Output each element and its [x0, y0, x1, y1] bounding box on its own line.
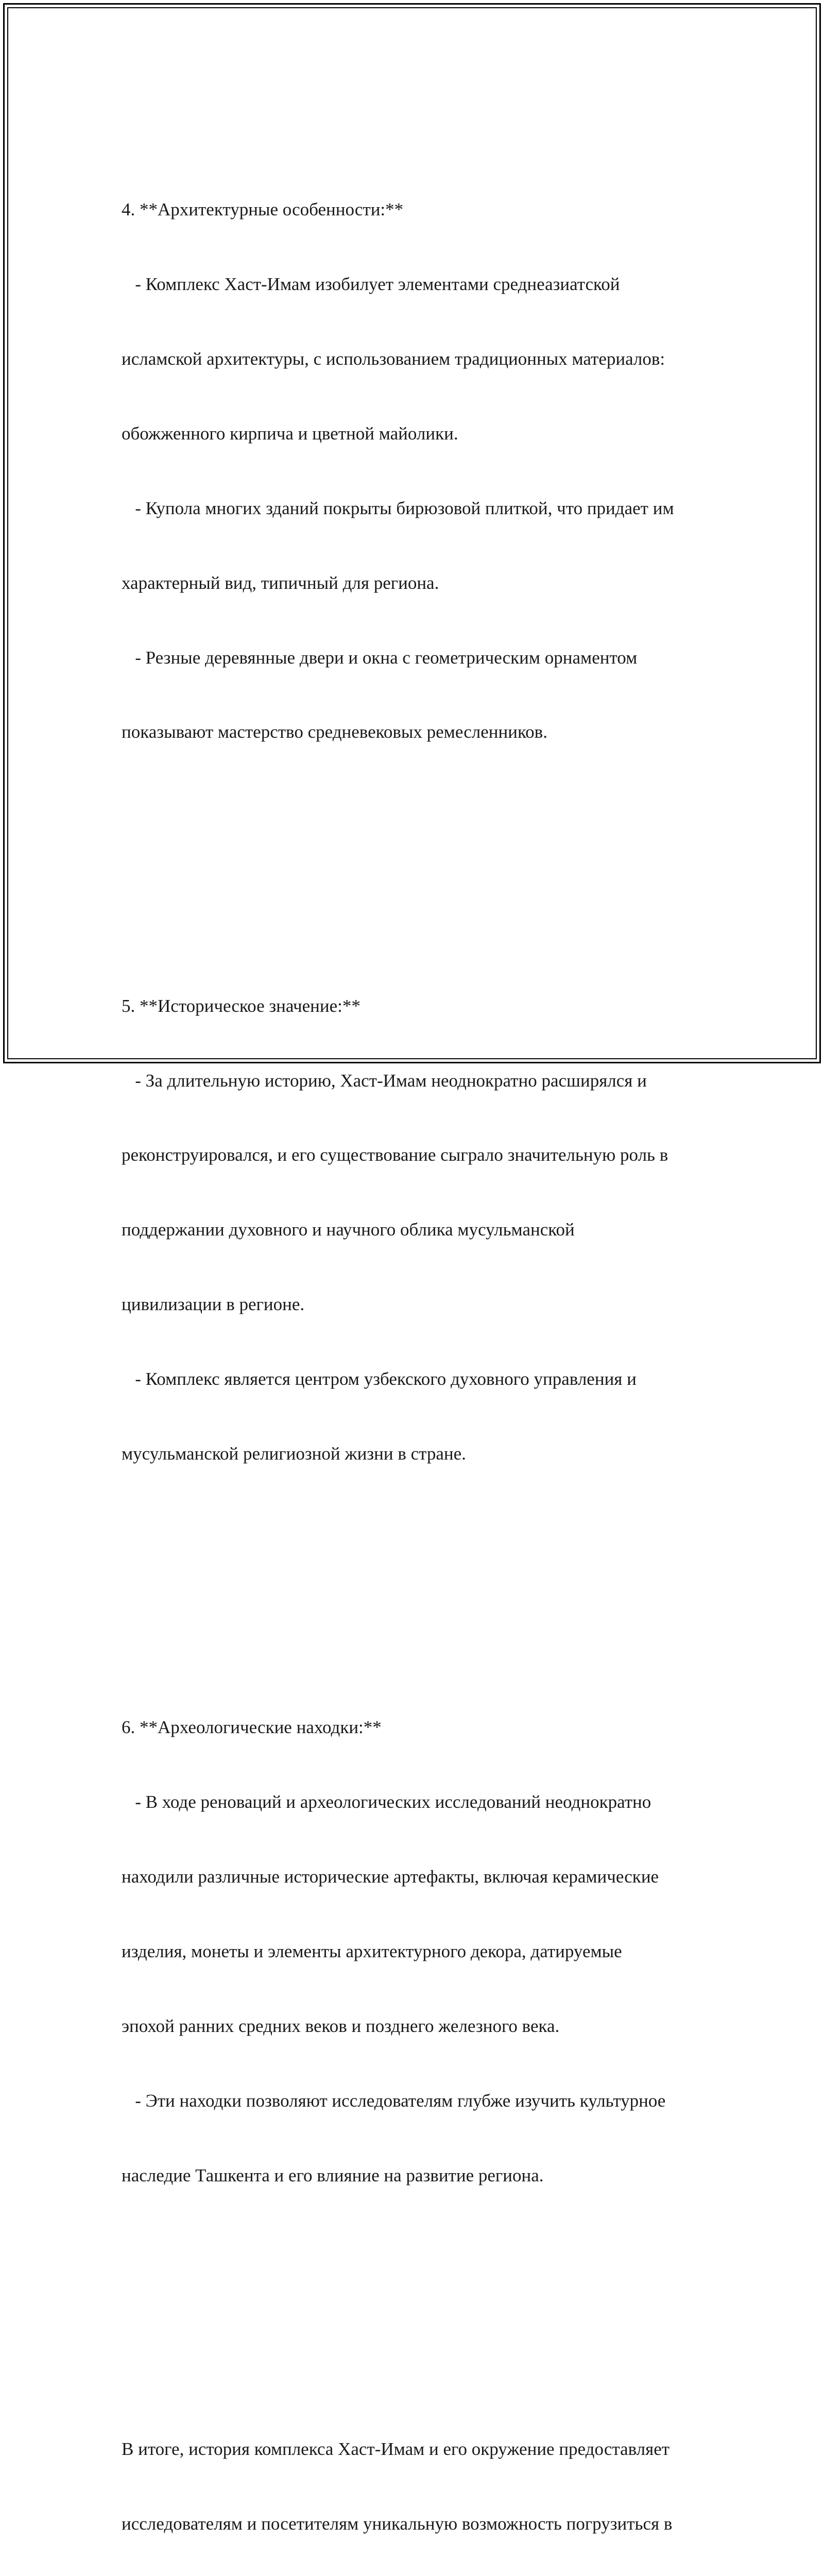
paragraph-line: - Эти находки позволяют исследователям глубже изучить культурное — [122, 2090, 666, 2111]
paragraph-line: В итоге, история комплекса Хаст-Имам и его окружение предоставляет — [122, 2438, 670, 2459]
paragraph-line: цивилизации в регионе. — [122, 1294, 305, 1315]
paragraph-line: наследие Ташкента и его влияние на развитие региона. — [122, 2165, 544, 2185]
section-historical-significance — [122, 944, 740, 1516]
paragraph-line: исследователям и посетителям уникальную возможность погрузиться в — [122, 2513, 673, 2534]
paragraph-line: исламской архитектуры, с использованием традиционных материалов: — [122, 348, 665, 369]
blank-line — [122, 844, 740, 869]
paragraph-line: поддержании духовного и научного облика мусульманской — [122, 1219, 575, 1240]
document-body — [122, 98, 740, 2576]
section-heading: 5. **Историческое значение:** — [122, 995, 360, 1016]
section-heading: 4. **Архитектурные особенности:** — [122, 199, 404, 220]
blank-line — [122, 2287, 740, 2312]
paragraph-line: характерный вид, типичный для региона. — [122, 572, 439, 593]
section-archaeological-finds — [122, 1666, 740, 2238]
paragraph-line: - Купола многих зданий покрыты бирюзовой плиткой, что придает им — [122, 498, 674, 518]
paragraph-line: показывают мастерство средневековых ремесленников. — [122, 722, 547, 742]
paragraph-line: мусульманской религиозной жизни в стране. — [122, 1444, 466, 1464]
paragraph-line: находили различные исторические артефакты, включая керамические — [122, 1867, 659, 1887]
paragraph-line: - Резные деревянные двери и окна с геометрическим орнаментом — [122, 647, 638, 668]
section-architecture — [122, 148, 740, 795]
paragraph-line: реконструировался, и его существование сыграло значительную роль в — [122, 1145, 668, 1165]
section-conclusion — [122, 2387, 740, 2576]
paragraph-line: изделия, монеты и элементы архитектурного декора, датируемые — [122, 1941, 622, 1961]
paragraph-line: - В ходе реноваций и археологических исследований неоднократно — [122, 1792, 651, 1812]
paragraph-line: - Комплекс является центром узбекского духовного управления и — [122, 1369, 637, 1389]
section-heading: 6. **Археологические находки:** — [122, 1717, 382, 1738]
paragraph-line: - За длительную историю, Хаст-Имам неоднократно расширялся и — [122, 1070, 647, 1091]
paragraph-line: - Комплекс Хаст-Имам изобилует элементами среднеазиатской — [122, 274, 620, 295]
paragraph-line: эпохой ранних средних веков и позднего железного века. — [122, 2015, 560, 2036]
blank-line — [122, 1566, 740, 1591]
paragraph-line: обожженного кирпича и цветной майолики. — [122, 423, 458, 444]
